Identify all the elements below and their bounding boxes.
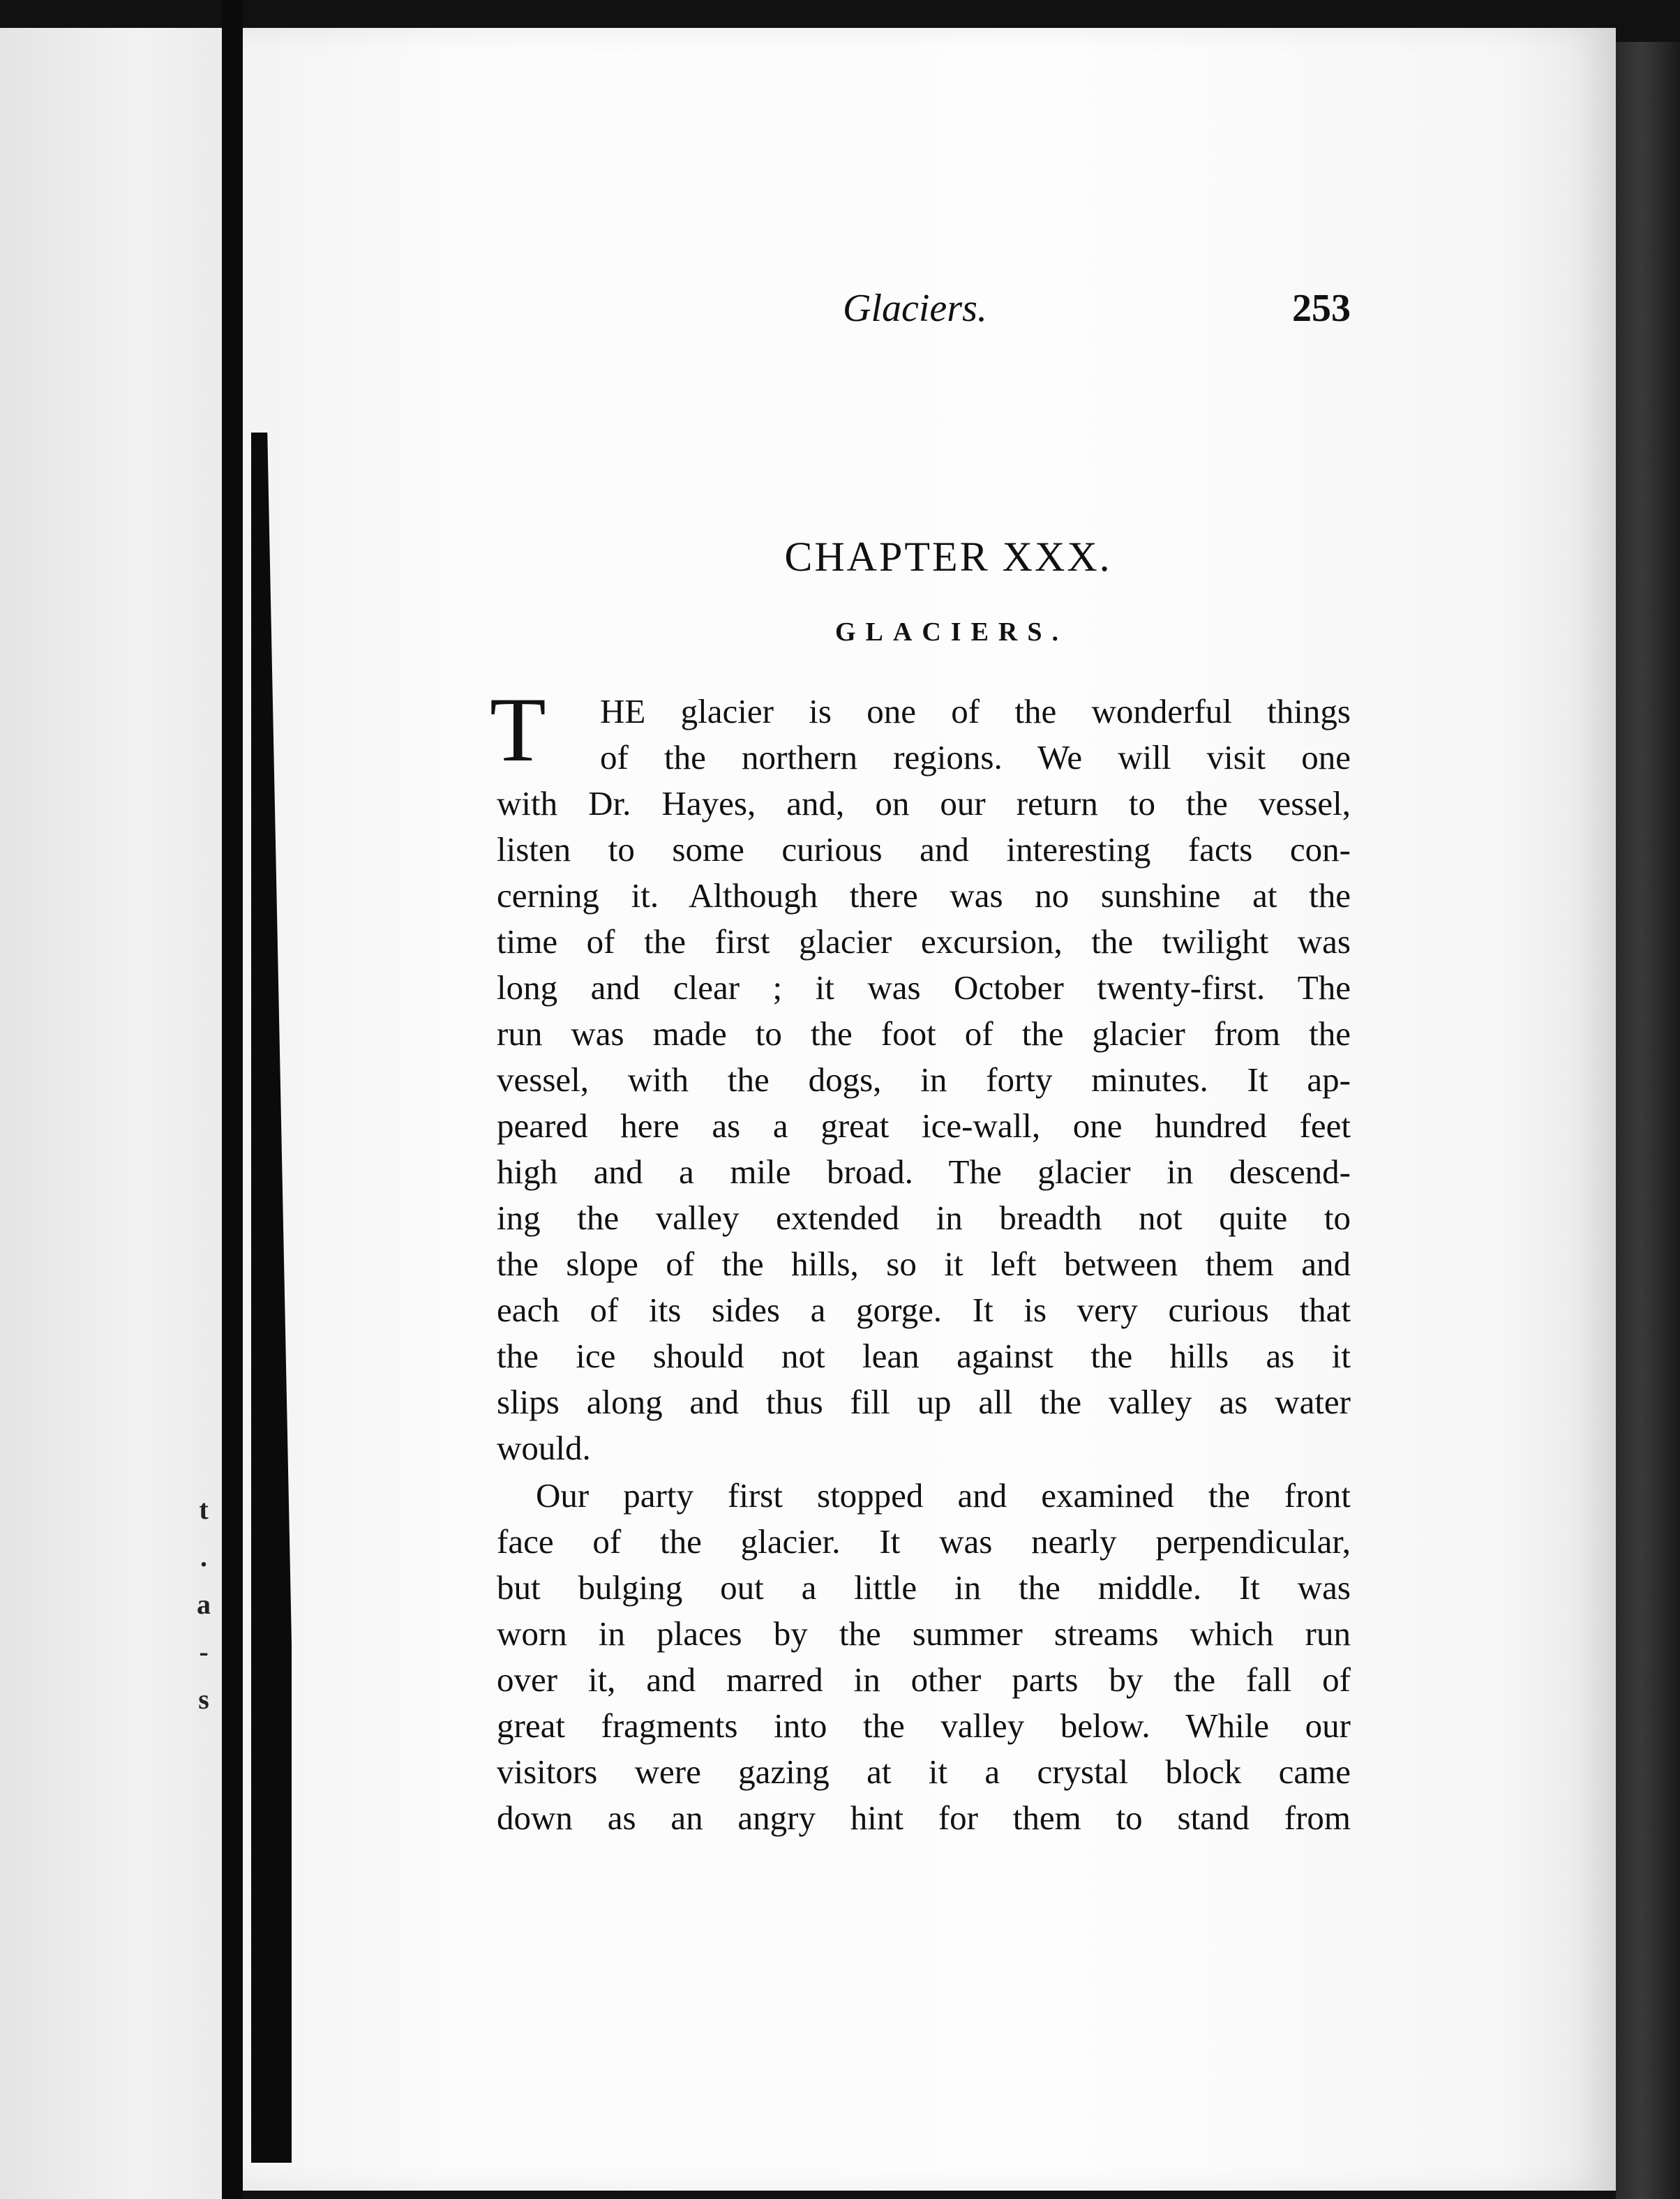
- running-title: Glaciers.: [843, 287, 987, 330]
- left-fragment: s: [198, 1683, 209, 1715]
- text-line: down as an angry hint for them to stand from: [497, 1799, 1351, 1837]
- book-gutter: [222, 0, 243, 2199]
- text-line: with Dr. Hayes, and, on our return to the vessel,: [497, 784, 1351, 823]
- text-line: Our party first stopped and examined the front: [536, 1476, 1351, 1515]
- left-fragment: -: [199, 1636, 209, 1667]
- text-line: the slope of the hills, so it left between them and: [497, 1245, 1351, 1283]
- chapter-subtitle: GLACIERS.: [835, 617, 1068, 647]
- text-line: long and clear ; it was October twenty-first. The: [497, 968, 1351, 1007]
- text-line: but bulging out a little in the middle. It was: [497, 1568, 1351, 1607]
- text-line: over it, and marred in other parts by the fall of: [497, 1660, 1351, 1699]
- text-line: great fragments into the valley below. While our: [497, 1706, 1351, 1745]
- text-line: time of the first glacier excursion, the twilight was: [497, 922, 1351, 961]
- text-line: would.: [497, 1429, 591, 1467]
- chapter-heading: CHAPTER XXX.: [784, 534, 1112, 580]
- left-fragment: .: [200, 1541, 207, 1573]
- right-page-edge: [1616, 42, 1680, 2199]
- text-line: high and a mile broad. The glacier in descend-: [497, 1153, 1351, 1191]
- text-line: ing the valley extended in breadth not quite to: [497, 1199, 1351, 1237]
- text-line: vessel, with the dogs, in forty minutes. It ap-: [497, 1060, 1351, 1099]
- text-line: of the northern regions. We will visit one: [600, 738, 1351, 776]
- text-line: peared here as a great ice-wall, one hundred feet: [497, 1106, 1351, 1145]
- text-line: visitors were gazing at it a crystal block came: [497, 1753, 1351, 1791]
- text-line: slips along and thus fill up all the valley as water: [497, 1383, 1351, 1421]
- drop-cap: T: [490, 678, 546, 781]
- running-head: [497, 286, 1351, 342]
- page-number: 253: [1292, 287, 1351, 330]
- text-line: listen to some curious and interesting facts con-: [497, 830, 1351, 869]
- text-line: the ice should not lean against the hills as it: [497, 1337, 1351, 1375]
- left-page-text-fragments: [187, 1486, 220, 1723]
- text-line: HE glacier is one of the wonderful things: [600, 692, 1351, 730]
- left-fragment: t: [199, 1494, 209, 1525]
- left-page-edge: [0, 28, 230, 2199]
- left-fragment: a: [197, 1589, 211, 1620]
- text-line: run was made to the foot of the glacier from the: [497, 1014, 1351, 1053]
- text-line: face of the glacier. It was nearly perpendicular,: [497, 1522, 1351, 1561]
- text-line: cerning it. Although there was no sunshine at the: [497, 876, 1351, 915]
- text-line: each of its sides a gorge. It is very curious that: [497, 1291, 1351, 1329]
- text-line: worn in places by the summer streams which run: [497, 1614, 1351, 1653]
